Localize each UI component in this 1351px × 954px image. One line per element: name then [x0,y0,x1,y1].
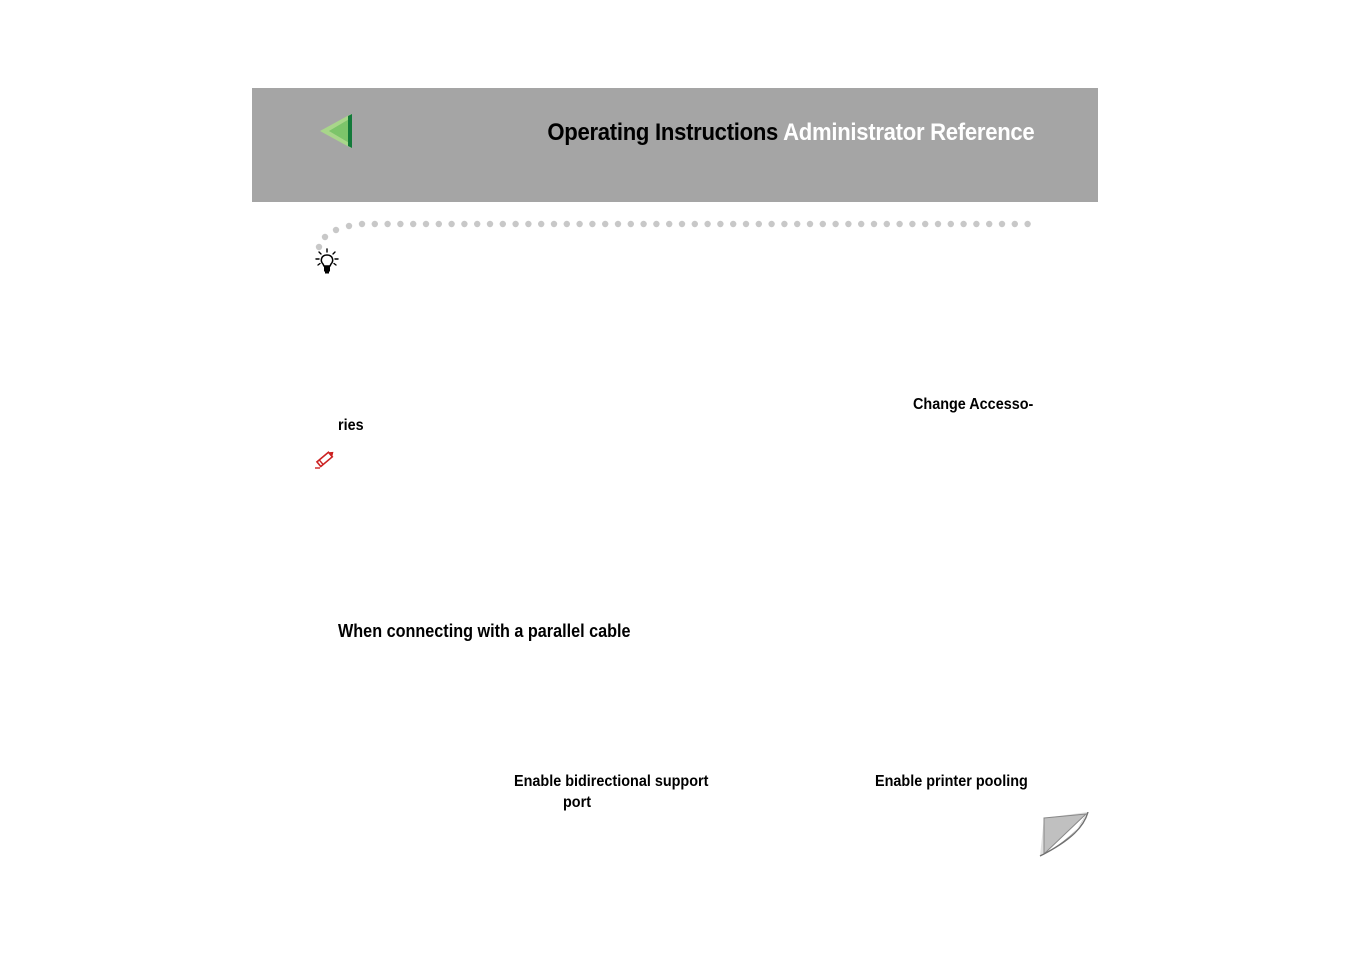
divider-dot [500,221,506,227]
divider-dot [359,221,365,227]
divider-dot [768,221,774,227]
divider-dot [436,221,442,227]
divider-dot [948,221,954,227]
divider-dot [410,221,416,227]
divider-dot [756,221,762,227]
divider-dot [397,221,403,227]
divider-dot [692,221,698,227]
divider-dot [538,221,544,227]
divider-dot [935,221,941,227]
enable-bidirectional-text-line2: port [563,794,591,811]
divider-dot [640,221,646,227]
enable-printer-pooling-text: Enable printer pooling [875,773,1028,790]
divider-dot [884,221,890,227]
divider-dot [1024,221,1030,227]
pencil-icon [314,449,336,469]
divider-dot [960,221,966,227]
title-manual-name: Operating Instructions [546,119,778,146]
divider-dot [730,221,736,227]
divider-dot [666,221,672,227]
divider-dot [333,227,339,233]
divider-dot [346,223,352,229]
divider-dot [845,221,851,227]
title-section-name: Administrator Reference [782,119,1034,146]
page-title [547,119,1034,147]
divider-dot [576,221,582,227]
divider-dot [384,221,390,227]
divider-dot [322,234,328,240]
divider-dot [871,221,877,227]
divider-dot [807,221,813,227]
divider-dot [564,221,570,227]
enable-bidirectional-text-line1: Enable bidirectional support [514,773,709,790]
divider-dot [1012,221,1018,227]
divider-dot [653,221,659,227]
divider-dot [423,221,429,227]
divider-dot [743,221,749,227]
divider-dot [922,221,928,227]
divider-dot [999,221,1005,227]
back-arrow-icon[interactable] [318,114,354,150]
page-curl-icon[interactable] [1038,812,1090,858]
divider-dot [615,221,621,227]
divider-dot [896,221,902,227]
divider-dot [512,221,518,227]
change-accessories-text-line2: ries [338,417,364,434]
divider-dot [589,221,595,227]
divider-dot [986,221,992,227]
parallel-cable-heading: When connecting with a parallel cable [338,621,631,641]
divider-dot [525,221,531,227]
divider-dot [679,221,685,227]
divider-dot [448,221,454,227]
divider-dot [461,221,467,227]
divider-dot [474,221,480,227]
divider-dot [820,221,826,227]
divider-dot [628,221,634,227]
divider-dot [551,221,557,227]
divider-dot [487,221,493,227]
divider-dot [832,221,838,227]
divider-dot [602,221,608,227]
tip-dotted-divider [310,216,1040,256]
lightbulb-icon [315,248,339,274]
divider-dot [909,221,915,227]
change-accessories-text-line1: Change Accesso- [913,396,1034,413]
divider-dot [781,221,787,227]
divider-dot [704,221,710,227]
divider-dot [717,221,723,227]
divider-dot [858,221,864,227]
divider-dot [973,221,979,227]
divider-dot [372,221,378,227]
divider-dot [794,221,800,227]
